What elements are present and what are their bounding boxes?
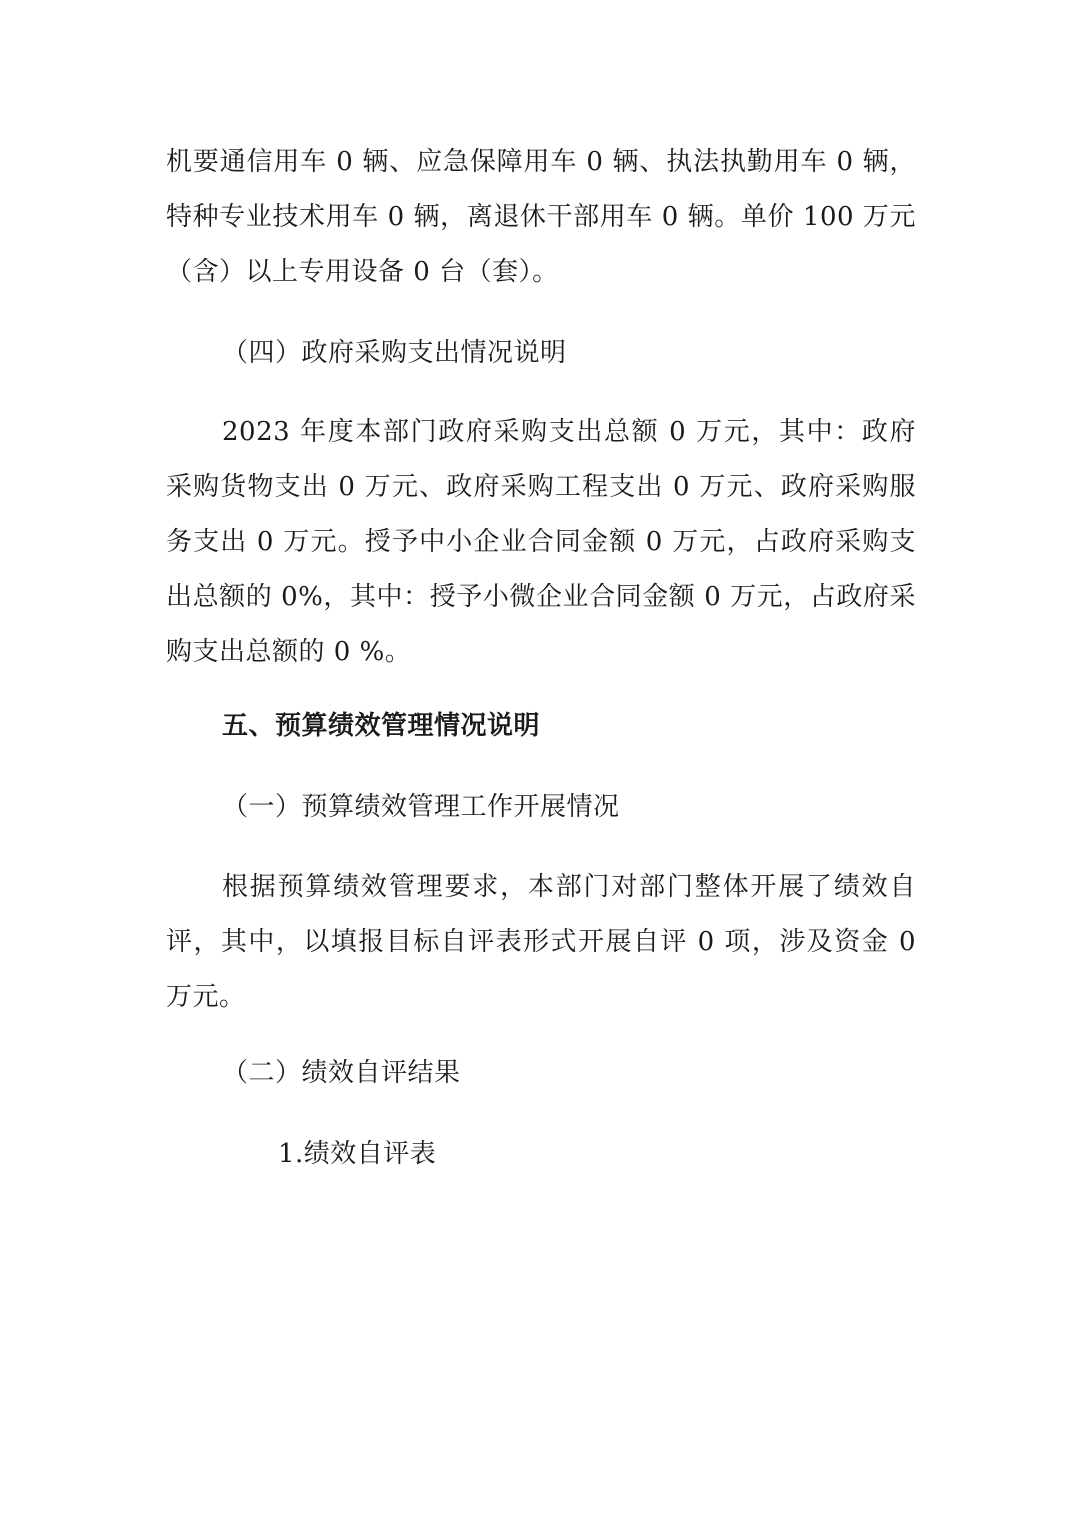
- heading-results: （二）绩效自评结果: [222, 1058, 461, 1088]
- heading-self-evaluation-table: 1.绩效自评表: [278, 1139, 437, 1169]
- heading-work: （一）预算绩效管理工作开展情况: [222, 792, 620, 822]
- heading-procurement: （四）政府采购支出情况说明: [222, 338, 567, 368]
- paragraph-work: 根据预算绩效管理要求，本部门对部门整体开展了绩效自评，其中，以填报目标自评表形式开展自评 0 项，涉及资金 0 万元。: [166, 872, 916, 1012]
- paragraph-procurement: 2023 年度本部门政府采购支出总额 0 万元，其中：政府采购货物支出 0 万元、政府采购工程支出 0 万元、政府采购服务支出 0 万元。授予中小企业合同金额 0 万元，占政府采购支出总额的 0%，其中：授予小微企业合同金额 0 万元，占政府采购支出总额的 0 %。: [166, 417, 916, 667]
- paragraph-vehicles: 机要通信用车 0 辆、应急保障用车 0 辆、执法执勤用车 0 辆，特种专业技术用车 0 辆，离退休干部用车 0 辆。单价 100 万元（含）以上专用设备 0 台（套）。: [166, 147, 916, 287]
- heading-section-five: 五、预算绩效管理情况说明: [222, 711, 541, 741]
